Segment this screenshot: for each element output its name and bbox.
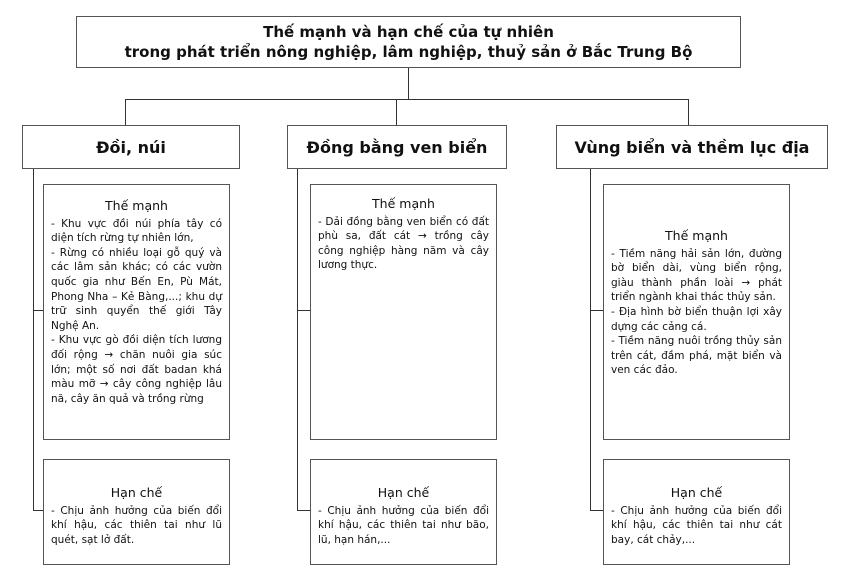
- strengths-box-sea: [603, 184, 790, 440]
- connector-region3: [688, 99, 689, 125]
- trunk-region1: [33, 169, 34, 511]
- region-name: Đồng bằng ven biển: [306, 137, 488, 157]
- strength-item: - Tiềm năng nuôi trồng thủy sản trên cát, đầm phá, mặt biển và ven các đảo.: [611, 335, 782, 377]
- branch-region2-limits: [297, 510, 310, 511]
- branch-region3-strengths: [590, 310, 603, 311]
- title-line1: Thế mạnh và hạn chế của tự nhiên: [263, 23, 554, 41]
- limits-heading: Hạn chế: [377, 485, 430, 500]
- region-header-hills: [22, 125, 240, 169]
- strengths-box-hills: [43, 184, 230, 440]
- limits-heading: Hạn chế: [670, 485, 723, 500]
- diagram-title: [76, 16, 741, 68]
- strengths-heading: Thế mạnh: [372, 196, 435, 211]
- branch-region3-limits: [590, 510, 603, 511]
- connector-region2: [396, 99, 397, 125]
- strength-item: - Rừng có nhiều loại gỗ quý và các lâm sản khác; có các vườn quốc gia như Bến En, Pù Mát, Phong Nha – Kẻ Bàng,...; khu dự trữ sinh quyển thế giới Tây Nghệ An.: [51, 246, 222, 332]
- connector-horizontal: [125, 99, 688, 100]
- trunk-region2: [297, 169, 298, 511]
- strength-item: - Địa hình bờ biển thuận lợi xây dựng các cảng cá.: [611, 305, 782, 333]
- title-line2: trong phát triển nông nghiệp, lâm nghiệp, thuỷ sản ở Bắc Trung Bộ: [124, 43, 693, 61]
- branch-region1-limits: [33, 510, 43, 511]
- region-header-sea: [556, 125, 828, 169]
- strength-item: - Dải đồng bằng ven biển có đất phù sa, đất cát → trồng cây công nghiệp hàng năm và cây lương thực.: [318, 215, 489, 272]
- connector-title-down: [408, 68, 409, 99]
- limits-box-sea: [603, 459, 790, 565]
- limits-box-hills: [43, 459, 230, 565]
- trunk-region3: [590, 169, 591, 511]
- limits-box-plains: [310, 459, 497, 565]
- limits-heading: Hạn chế: [110, 485, 163, 500]
- branch-region1-strengths: [33, 310, 43, 311]
- branch-region2-strengths: [297, 310, 310, 311]
- strength-item: - Khu vực đồi núi phía tây có diện tích rừng tự nhiên lớn,: [51, 217, 222, 245]
- limit-item: - Chịu ảnh hưởng của biến đổi khí hậu, các thiên tai như lũ quét, sạt lở đất.: [51, 504, 222, 546]
- region-name: Đồi, núi: [96, 137, 166, 157]
- limit-item: - Chịu ảnh hưởng của biến đổi khí hậu, các thiên tai như bão, lũ, hạn hán,...: [318, 504, 489, 546]
- region-header-plains: [287, 125, 507, 169]
- strengths-box-plains: [310, 184, 497, 440]
- strengths-heading: Thế mạnh: [665, 228, 728, 243]
- region-name: Vùng biển và thềm lục địa: [574, 137, 810, 157]
- strength-item: - Khu vực gò đồi diện tích lương đối rộng → chăn nuôi gia súc lớn; một số nơi đất badan khá màu mỡ → cây công nghiệp lâu nă, cây ăn quả và trồng rừng: [51, 334, 222, 405]
- strengths-heading: Thế mạnh: [105, 198, 168, 213]
- connector-region1: [125, 99, 126, 125]
- limit-item: - Chịu ảnh hưởng của biến đổi khí hậu, các thiên tai như cát bay, cát chảy,...: [611, 504, 782, 546]
- strength-item: - Tiềm năng hải sản lớn, đường bờ biển dài, vùng biển rộng, giàu thành phần loài → phát triển ngành khai thác thủy sản.: [611, 247, 782, 304]
